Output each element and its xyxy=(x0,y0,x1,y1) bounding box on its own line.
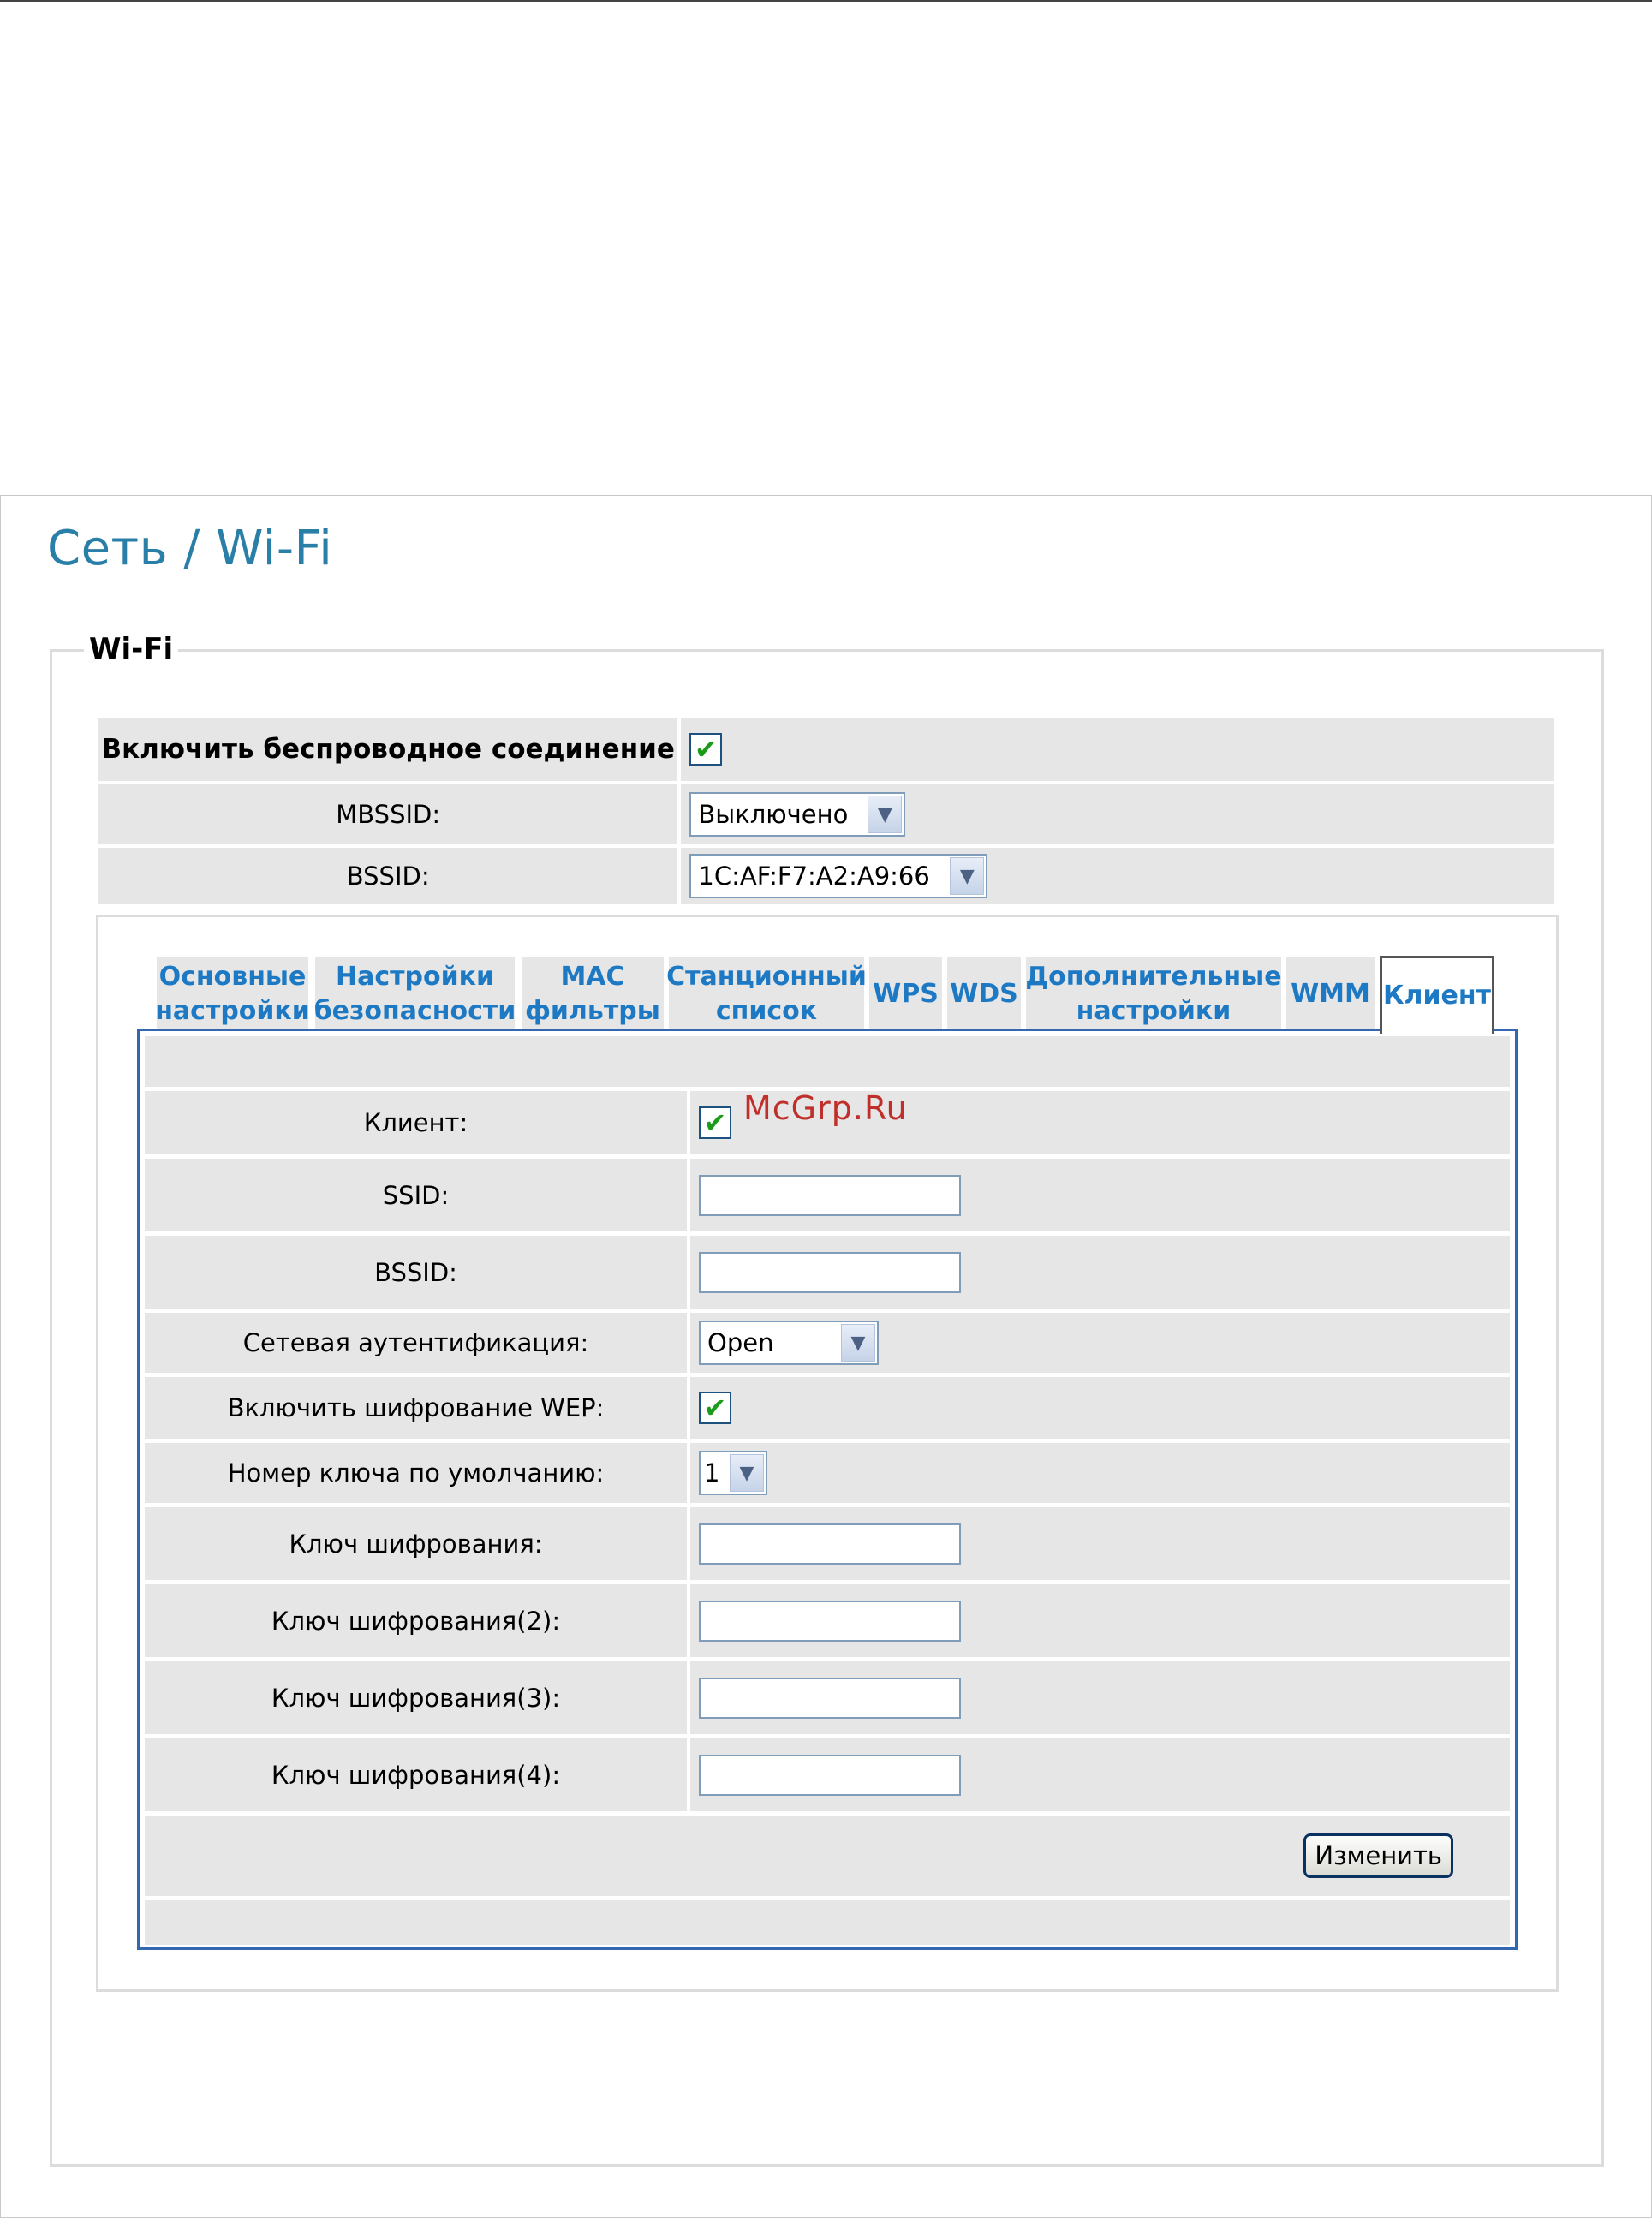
key4-input[interactable] xyxy=(699,1755,961,1796)
footer-spacer-row xyxy=(145,1900,1510,1945)
bssid-row xyxy=(98,848,1554,904)
tab-station-list[interactable] xyxy=(666,957,867,1031)
bssid-label: BSSID: xyxy=(98,848,677,904)
tab-wds[interactable] xyxy=(947,957,1021,1031)
auth-select[interactable] xyxy=(699,1321,879,1365)
client-bssid-label: BSSID: xyxy=(145,1236,687,1309)
default-key-cell xyxy=(690,1443,1510,1503)
check-mark-icon: ✔ xyxy=(703,1392,727,1424)
tab-label-line2: безопасности xyxy=(313,996,516,1026)
tab-mac-filters[interactable] xyxy=(522,957,664,1031)
key3-label: Ключ шифрования(3): xyxy=(145,1661,687,1734)
check-mark-icon: ✔ xyxy=(703,1106,727,1139)
tab-label-line1: Станционный xyxy=(666,962,867,992)
tab-label: WDS xyxy=(950,979,1018,1009)
tab-label: Клиент xyxy=(1383,981,1491,1011)
check-mark-icon: ✔ xyxy=(694,733,718,766)
key2-input[interactable] xyxy=(699,1601,961,1642)
default-key-select-value: 1 xyxy=(704,1458,720,1488)
auth-label: Сетевая аутентификация: xyxy=(145,1313,687,1373)
ssid-input[interactable] xyxy=(699,1175,961,1216)
key1-row xyxy=(145,1507,1510,1580)
key4-label: Ключ шифрования(4): xyxy=(145,1738,687,1811)
page-title: Сеть / Wi-Fi xyxy=(47,521,333,576)
bssid-cell xyxy=(681,848,1554,904)
client-bssid-row xyxy=(145,1236,1510,1309)
enable-wireless-row xyxy=(98,718,1554,781)
client-bssid-cell xyxy=(690,1236,1510,1309)
top-rule xyxy=(0,0,1652,2)
tab-wmm[interactable] xyxy=(1286,957,1375,1031)
tab-label-line1: Дополнительные xyxy=(1025,962,1282,992)
wep-checkbox[interactable] xyxy=(699,1392,731,1424)
apply-button[interactable]: Изменить xyxy=(1303,1833,1453,1878)
key3-input[interactable] xyxy=(699,1678,961,1719)
mbssid-cell xyxy=(681,784,1554,844)
tab-label-line2: настройки xyxy=(155,996,310,1026)
tab-label-line2: список xyxy=(715,996,818,1026)
default-key-select[interactable] xyxy=(699,1451,767,1495)
auth-cell xyxy=(690,1313,1510,1373)
tab-label: WPS xyxy=(873,979,939,1009)
client-checkbox[interactable] xyxy=(699,1106,731,1139)
default-key-row xyxy=(145,1443,1510,1503)
tab-label: WMM xyxy=(1291,979,1370,1009)
key4-row xyxy=(145,1738,1510,1811)
key3-cell xyxy=(690,1661,1510,1734)
tab-label-line2: настройки xyxy=(1076,996,1232,1026)
tab-advanced-settings[interactable] xyxy=(1026,957,1281,1031)
auth-row xyxy=(145,1313,1510,1373)
client-bssid-input[interactable] xyxy=(699,1252,961,1293)
mbssid-select[interactable] xyxy=(689,792,905,837)
chevron-down-icon[interactable]: ▼ xyxy=(868,796,902,833)
key1-cell xyxy=(690,1507,1510,1580)
mbssid-label: MBSSID: xyxy=(98,784,677,844)
mbssid-row xyxy=(98,784,1554,844)
tab-client[interactable] xyxy=(1380,956,1494,1034)
wep-cell xyxy=(690,1377,1510,1439)
bssid-select-value: 1C:AF:F7:A2:A9:66 xyxy=(698,862,930,891)
tab-basic-settings[interactable] xyxy=(157,957,308,1031)
key4-cell xyxy=(690,1738,1510,1811)
client-content-area xyxy=(137,1029,1518,1950)
key3-row xyxy=(145,1661,1510,1734)
ssid-cell xyxy=(690,1159,1510,1231)
wep-row xyxy=(145,1377,1510,1439)
default-key-label: Номер ключа по умолчанию: xyxy=(145,1443,687,1503)
chevron-down-icon[interactable]: ▼ xyxy=(950,857,984,895)
enable-wireless-cell xyxy=(681,718,1554,781)
tab-label-line1: Настройки xyxy=(335,962,494,992)
chevron-down-icon[interactable]: ▼ xyxy=(730,1454,764,1492)
apply-row xyxy=(145,1816,1510,1896)
tab-security-settings[interactable] xyxy=(315,957,515,1031)
chevron-down-icon[interactable]: ▼ xyxy=(841,1324,875,1362)
apply-cell xyxy=(145,1816,1510,1896)
watermark: McGrp.Ru xyxy=(743,1089,908,1127)
wep-label: Включить шифрование WEP: xyxy=(145,1377,687,1439)
ssid-label: SSID: xyxy=(145,1159,687,1231)
spacer-row xyxy=(145,1036,1510,1087)
tab-label-line2: фильтры xyxy=(525,996,660,1026)
key2-row xyxy=(145,1584,1510,1657)
ssid-row xyxy=(145,1159,1510,1231)
mbssid-select-value: Выключено xyxy=(698,800,849,829)
key2-label: Ключ шифрования(2): xyxy=(145,1584,687,1657)
fieldset-legend: Wi-Fi xyxy=(84,632,178,666)
key1-input[interactable] xyxy=(699,1523,961,1565)
auth-select-value: Open xyxy=(707,1328,774,1357)
tab-wps[interactable] xyxy=(869,957,942,1031)
client-label: Клиент: xyxy=(145,1091,687,1154)
bssid-select[interactable] xyxy=(689,854,987,898)
tab-label-line1: MAC xyxy=(560,962,625,992)
key2-cell xyxy=(690,1584,1510,1657)
enable-wireless-label: Включить беспроводное соединение xyxy=(98,718,677,781)
key1-label: Ключ шифрования: xyxy=(145,1507,687,1580)
tab-label-line1: Основные xyxy=(158,962,307,992)
enable-wireless-checkbox[interactable] xyxy=(689,733,722,766)
